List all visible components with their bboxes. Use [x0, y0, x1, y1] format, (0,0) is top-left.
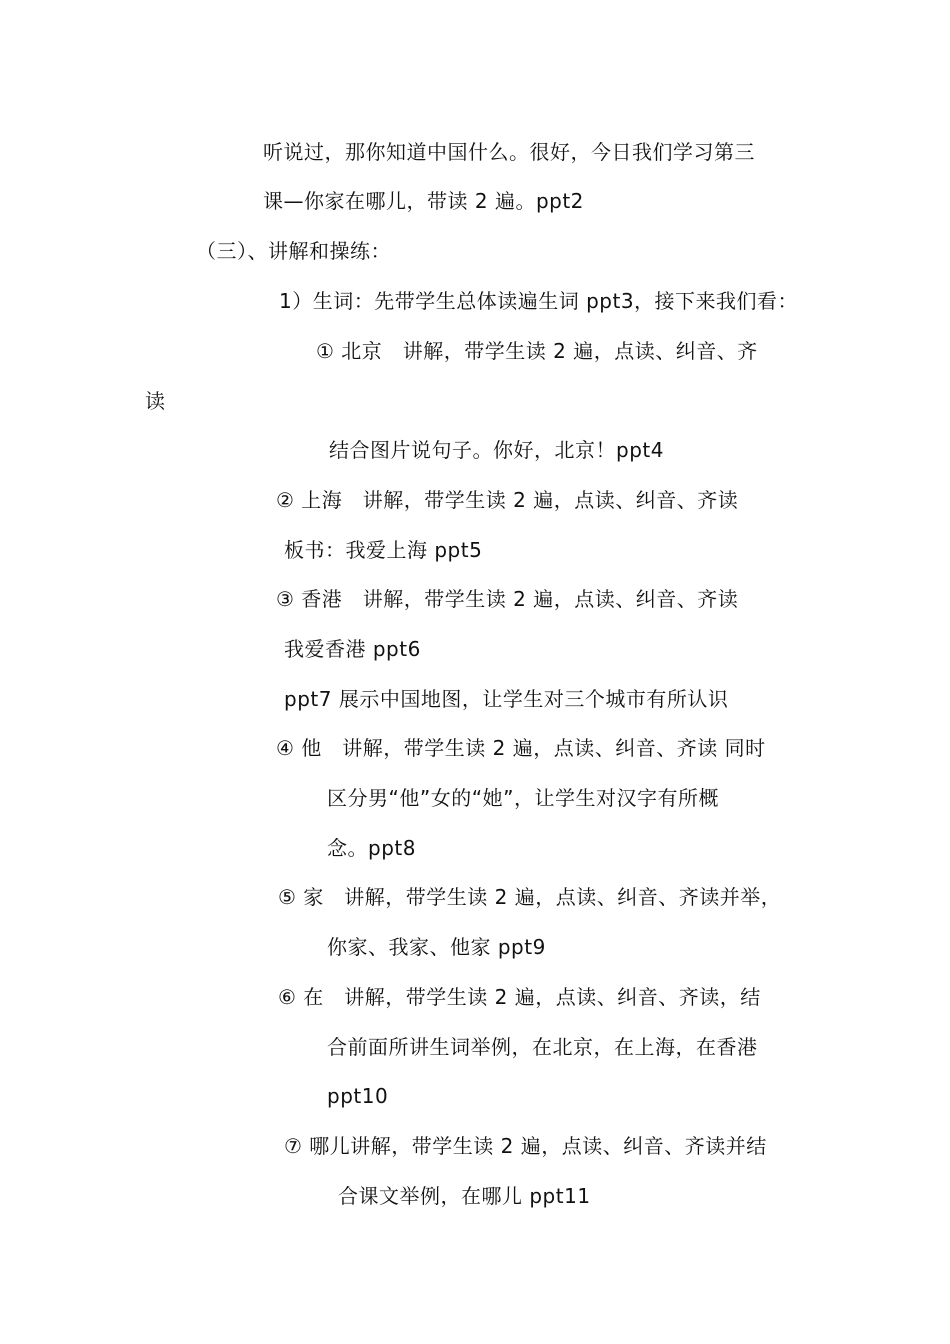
vocab-item-1-note: 结合图片说句子。你好，北京！ppt4 [329, 438, 664, 462]
vocab-item-7-note: 合课文举例，在哪儿 ppt11 [338, 1184, 591, 1208]
vocab-item-3: ③ 香港 讲解，带学生读 2 遍，点读、纠音、齐读 [276, 587, 739, 611]
vocab-item-5: ⑤ 家 讲解，带学生读 2 遍，点读、纠音、齐读并举， [278, 885, 782, 909]
text-line-1: 听说过，那你知道中国什么。很好，今日我们学习第三 [263, 140, 755, 164]
vocab-item-5-note: 你家、我家、他家 ppt9 [327, 935, 546, 959]
vocab-item-1-wrap: 读 [145, 389, 166, 413]
vocab-item-6-note-1: 合前面所讲生词举例，在北京，在上海，在香港 [327, 1035, 758, 1059]
vocab-item-4: ④ 他 讲解，带学生读 2 遍，点读、纠音、齐读 同时 [276, 736, 766, 760]
map-note: ppt7 展示中国地图，让学生对三个城市有所认识 [284, 687, 729, 711]
vocab-item-1: ① 北京 讲解，带学生读 2 遍，点读、纠音、齐 [316, 339, 758, 363]
vocab-item-2: ② 上海 讲解，带学生读 2 遍，点读、纠音、齐读 [276, 488, 739, 512]
vocab-item-2-note: 板书：我爱上海 ppt5 [284, 538, 483, 562]
vocab-item-6: ⑥ 在 讲解，带学生读 2 遍，点读、纠音、齐读，结 [278, 985, 761, 1009]
vocab-item-4-note-1: 区分男“他”女的“她”，让学生对汉字有所概 [327, 786, 719, 810]
vocab-item-7: ⑦ 哪儿讲解，带学生读 2 遍，点读、纠音、齐读并结 [284, 1134, 767, 1158]
section-heading: （三）、讲解和操练： [196, 239, 391, 263]
text-line-vocabulary: 1）生词：先带学生总体读遍生词 ppt3，接下来我们看： [279, 289, 799, 313]
text-line-2: 课—你家在哪儿，带读 2 遍。ppt2 [263, 189, 584, 213]
vocab-item-4-note-2: 念。ppt8 [327, 836, 416, 860]
vocab-item-3-note: 我爱香港 ppt6 [284, 637, 421, 661]
vocab-item-6-note-2: ppt10 [327, 1084, 389, 1108]
